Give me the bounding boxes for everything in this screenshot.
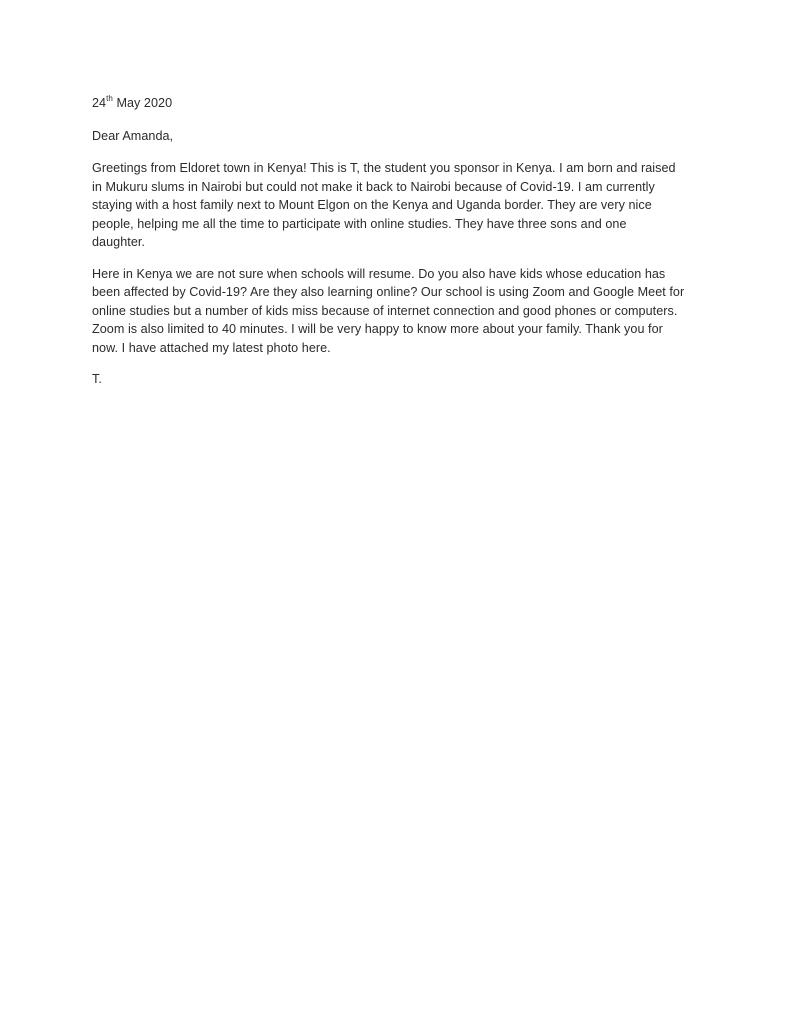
paragraph-line: in Mukuru slums in Nairobi but could not make it back to Nairobi because of Covid-19. I am currently [92, 179, 655, 194]
signature: T. [92, 372, 102, 386]
date-month-year: May 2020 [112, 96, 173, 110]
date-ordinal-suffix: th [106, 93, 113, 103]
paragraph-line: Greetings from Eldoret town in Kenya! This is T, the student you sponsor in Kenya. I am born and raised [92, 161, 676, 175]
paragraph-line: Zoom is also limited to 40 minutes. I will be very happy to know more about your family. Thank you for [92, 322, 663, 336]
paragraph-line: been affected by Covid-19? Are they also learning online? Our school is using Zoom and Google Meet for [92, 285, 685, 299]
paragraph-1 [92, 159, 732, 252]
paragraph-line: now. I have attached my latest photo here. [92, 340, 331, 355]
paragraph-line: staying with a host family next to Mount Elgon on the Kenya and Uganda border. They are very nice [92, 198, 652, 212]
salutation: Dear Amanda, [92, 128, 174, 143]
paragraph-line: people, helping me all the time to participate with online studies. They have three sons and one [92, 216, 627, 231]
paragraph-line: Here in Kenya we are not sure when schools will resume. Do you also have kids whose education has [92, 266, 666, 281]
paragraph-line: online studies but a number of kids miss because of internet connection and good phones or computers. [92, 303, 678, 318]
paragraph-line: daughter. [92, 235, 145, 249]
letter-body [92, 94, 732, 389]
letter-date [92, 94, 732, 113]
paragraph-2 [92, 265, 732, 358]
date-day: 24 [92, 96, 107, 110]
